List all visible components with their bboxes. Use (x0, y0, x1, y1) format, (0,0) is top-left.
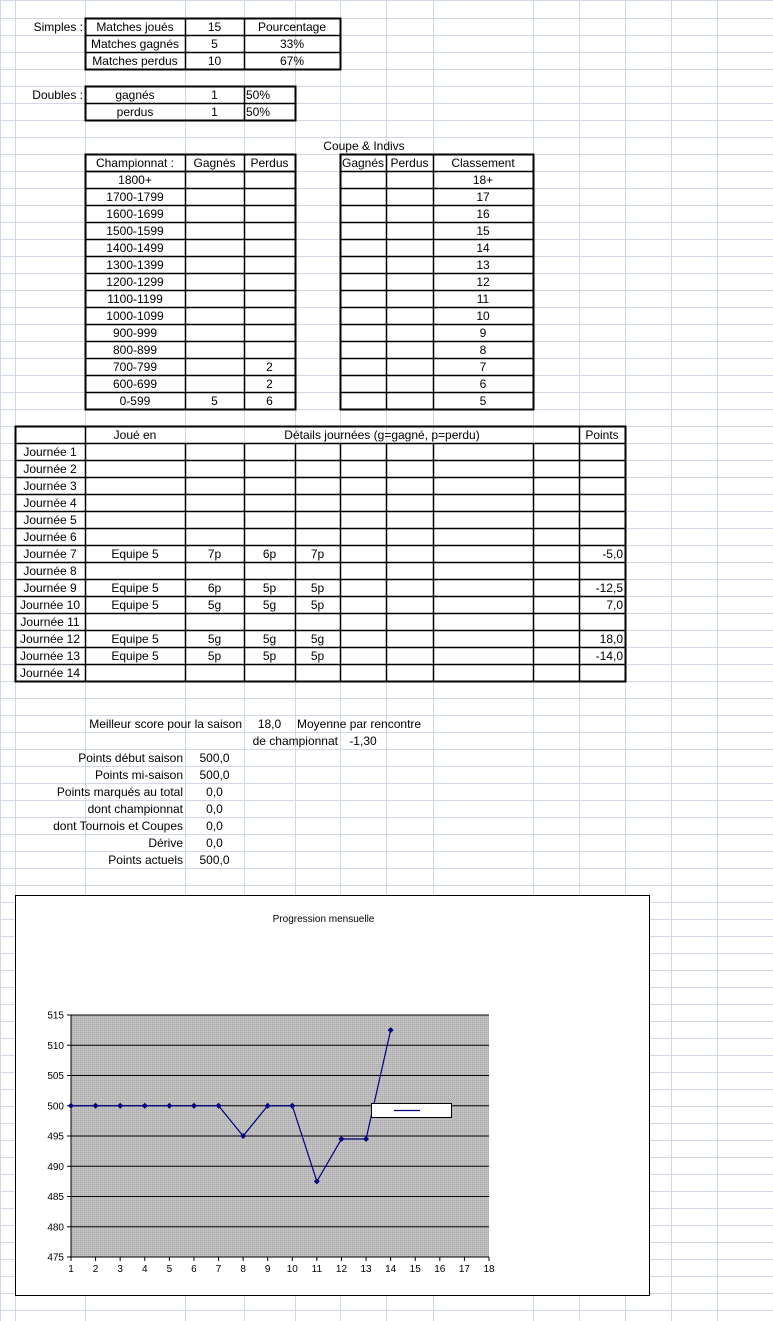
championnat-range[interactable]: 1500-1599 (106, 224, 164, 238)
doubles-row-count[interactable]: 1 (211, 105, 218, 119)
championnat-range[interactable]: 1700-1799 (106, 190, 164, 204)
coupe-title[interactable]: Coupe & Indivs (323, 139, 405, 153)
championnat-range[interactable]: 600-699 (112, 377, 158, 391)
journee-name[interactable]: Journée 7 (23, 547, 77, 561)
journee-team[interactable] (87, 614, 183, 631)
avg-value[interactable]: -1,30 (349, 734, 377, 748)
championnat-gagnes[interactable] (187, 291, 242, 308)
journee-detail[interactable]: 5p (310, 649, 325, 663)
journee-points[interactable]: 7,0 (606, 598, 623, 612)
championnat-range[interactable]: 1100-1199 (107, 292, 163, 306)
journee-name[interactable]: Journée 12 (19, 632, 81, 646)
journee-detail[interactable] (246, 563, 293, 580)
championnat-gagnes[interactable] (187, 240, 242, 257)
y-tick-label: 515 (47, 1010, 64, 1022)
doubles-row-label[interactable]: perdus (116, 105, 154, 119)
championnat-range[interactable]: 800-899 (112, 343, 158, 357)
journee-points[interactable] (581, 461, 623, 478)
doubles-row-percent[interactable]: 50% (246, 88, 271, 102)
championnat-gagnes[interactable] (187, 308, 242, 325)
championnat-gagnes-header[interactable]: Gagnés (193, 156, 236, 170)
journee-team[interactable]: Equipe 5 (111, 598, 159, 612)
journee-points[interactable]: -5,0 (602, 547, 623, 561)
championnat-range[interactable]: 1400-1499 (106, 241, 164, 255)
championnat-range[interactable]: 1600-1699 (106, 207, 164, 221)
coupe-perdus-header[interactable]: Perdus (390, 156, 429, 170)
journee-detail[interactable]: 7p (310, 547, 325, 561)
x-tick-label: 3 (117, 1264, 123, 1275)
x-tick-label: 5 (166, 1264, 173, 1275)
classement-value[interactable]: 9 (479, 326, 487, 340)
journee-detail[interactable] (297, 563, 338, 580)
championnat-gagnes[interactable] (187, 325, 242, 342)
simples-row-count[interactable]: 10 (207, 54, 222, 68)
journee-name[interactable]: Journée 9 (23, 581, 77, 595)
journee-points[interactable]: -12,5 (595, 581, 623, 595)
points-header[interactable]: Points (585, 428, 619, 442)
simples-row-label[interactable]: Matches joués (96, 20, 174, 34)
journee-detail[interactable] (187, 444, 242, 461)
championnat-perdus[interactable] (246, 325, 293, 342)
y-tick-label: 500 (47, 1101, 64, 1113)
journee-name[interactable]: Journée 1 (23, 445, 77, 459)
championnat-gagnes[interactable] (187, 359, 242, 376)
journee-points[interactable] (581, 563, 623, 580)
championnat-perdus[interactable] (246, 172, 293, 189)
joue-en-header[interactable]: Joué en (113, 428, 157, 442)
journee-detail[interactable] (297, 444, 338, 461)
journee-team[interactable] (87, 529, 183, 546)
y-tick-label: 505 (47, 1071, 64, 1082)
simples-row-count[interactable]: 15 (207, 20, 222, 34)
chart-area[interactable] (15, 895, 650, 1296)
classement-value[interactable]: 14 (476, 241, 490, 255)
doubles-label[interactable]: Doubles : (32, 88, 83, 102)
championnat-perdus[interactable] (246, 274, 293, 291)
journee-points[interactable]: -14,0 (595, 649, 623, 663)
journee-points[interactable] (581, 529, 623, 546)
journee-detail[interactable] (246, 444, 293, 461)
simples-row-percent[interactable]: Pourcentage (257, 20, 327, 34)
journee-name[interactable]: Journée 4 (23, 496, 77, 510)
championnat-gagnes[interactable] (187, 274, 242, 291)
y-tick-label: 495 (47, 1131, 64, 1143)
y-tick-label: 480 (47, 1222, 64, 1234)
championnat-gagnes[interactable]: 5 (211, 394, 218, 408)
simples-row-label[interactable]: Matches perdus (92, 54, 178, 68)
avg-label-2[interactable]: de championnat (252, 734, 338, 748)
journee-name[interactable]: Journée 10 (19, 598, 81, 612)
championnat-perdus[interactable] (246, 223, 293, 240)
journee-detail[interactable] (246, 512, 293, 529)
classement-value[interactable]: 15 (476, 224, 490, 238)
x-tick-label: 16 (434, 1264, 446, 1275)
championnat-gagnes[interactable] (187, 257, 242, 274)
journee-detail[interactable]: 5g (207, 598, 222, 612)
journee-team[interactable] (87, 563, 183, 580)
classement-value[interactable]: 18+ (472, 173, 494, 187)
journee-detail[interactable]: 5p (262, 581, 277, 595)
journee-points[interactable] (581, 478, 623, 495)
journee-detail[interactable] (297, 461, 338, 478)
journee-name[interactable]: Journée 3 (23, 479, 77, 493)
summary-label[interactable]: dont Tournois et Coupes (53, 819, 183, 833)
classement-value[interactable]: 7 (479, 360, 487, 374)
journee-team[interactable] (87, 444, 183, 461)
journee-detail[interactable] (187, 495, 242, 512)
journee-detail[interactable]: 7p (207, 547, 222, 561)
summary-label[interactable]: Points début saison (78, 751, 183, 765)
championnat-perdus[interactable] (246, 257, 293, 274)
championnat-range[interactable]: 900-999 (112, 326, 158, 340)
journee-detail[interactable]: 6p (207, 581, 222, 595)
journee-detail[interactable] (187, 614, 242, 631)
championnat-gagnes[interactable] (187, 223, 242, 240)
journee-team[interactable]: Equipe 5 (111, 632, 159, 646)
doubles-row-count[interactable]: 1 (211, 88, 218, 102)
x-tick-label: 15 (409, 1264, 421, 1275)
championnat-perdus[interactable] (246, 308, 293, 325)
journee-points[interactable] (581, 444, 623, 461)
journee-name[interactable]: Journée 14 (19, 666, 81, 680)
championnat-perdus[interactable]: 2 (266, 377, 273, 391)
championnat-perdus[interactable] (246, 240, 293, 257)
journee-detail[interactable]: 5p (310, 598, 325, 612)
championnat-perdus[interactable] (246, 206, 293, 223)
x-tick-label: 17 (458, 1264, 470, 1275)
summary-label[interactable]: Dérive (148, 836, 183, 850)
journee-name[interactable]: Journée 6 (23, 530, 77, 544)
summary-value[interactable]: 500,0 (199, 751, 230, 765)
journee-team[interactable] (87, 478, 183, 495)
journee-detail[interactable]: 5g (310, 632, 325, 646)
championnat-gagnes[interactable] (187, 172, 242, 189)
journee-points[interactable] (581, 495, 623, 512)
journee-name[interactable]: Journée 8 (23, 564, 77, 578)
simples-row-count[interactable]: 5 (211, 37, 218, 51)
summary-value[interactable]: 0,0 (206, 785, 223, 799)
summary-value[interactable]: 500,0 (199, 768, 230, 782)
journee-detail[interactable] (297, 529, 338, 546)
championnat-perdus-header[interactable]: Perdus (250, 156, 289, 170)
summary-label[interactable]: dont championnat (87, 802, 183, 816)
journee-detail[interactable] (297, 478, 338, 495)
doubles-row-percent[interactable]: 50% (246, 105, 271, 119)
y-tick-label: 485 (47, 1192, 64, 1203)
journee-detail[interactable] (297, 512, 338, 529)
simples-row-label[interactable]: Matches gagnés (90, 37, 180, 51)
journee-team[interactable] (87, 665, 183, 682)
championnat-range[interactable]: 700-799 (112, 360, 158, 374)
best-score-label[interactable]: Meilleur score pour la saison (89, 717, 242, 731)
classement-value[interactable]: 5 (479, 394, 487, 408)
journee-detail[interactable]: 5p (262, 649, 277, 663)
championnat-label[interactable]: Championnat : (95, 156, 175, 170)
journee-detail[interactable] (187, 563, 242, 580)
journee-detail[interactable]: 5p (207, 649, 222, 663)
y-tick-label: 510 (47, 1040, 64, 1052)
summary-label[interactable]: Points mi-saison (94, 768, 183, 782)
journee-points[interactable] (581, 614, 623, 631)
championnat-perdus[interactable]: 2 (266, 360, 273, 374)
coupe-gagnes-header[interactable]: Gagnés (342, 156, 385, 170)
classement-value[interactable]: 11 (476, 292, 490, 306)
x-tick-label: 12 (335, 1264, 348, 1275)
journee-detail[interactable] (246, 495, 293, 512)
x-tick-label: 2 (92, 1264, 99, 1275)
x-tick-label: 1 (68, 1264, 74, 1275)
x-tick-label: 6 (191, 1264, 197, 1275)
classement-value[interactable]: 17 (476, 190, 490, 204)
x-tick-label: 18 (483, 1264, 495, 1275)
championnat-gagnes[interactable] (187, 189, 242, 206)
journee-detail[interactable] (297, 495, 338, 512)
classement-value[interactable]: 10 (476, 309, 490, 323)
journee-detail[interactable] (246, 529, 293, 546)
championnat-range[interactable]: 1200-1299 (106, 275, 164, 289)
journee-points[interactable] (581, 512, 623, 529)
journee-detail[interactable] (187, 478, 242, 495)
championnat-perdus[interactable] (246, 291, 293, 308)
classement-value[interactable]: 13 (476, 258, 490, 272)
classement-value[interactable]: 16 (476, 207, 490, 221)
y-tick-label: 475 (47, 1252, 64, 1264)
doubles-row-label[interactable]: gagnés (115, 88, 155, 102)
classement-value[interactable]: 8 (479, 343, 487, 357)
y-tick-label: 490 (47, 1161, 64, 1173)
championnat-range[interactable]: 1800+ (118, 173, 152, 187)
chart-title: Progression mensuelle (272, 914, 375, 925)
journee-detail[interactable] (297, 614, 338, 631)
journee-points[interactable] (581, 665, 623, 682)
summary-label[interactable]: Points actuels (108, 853, 183, 867)
summary-value[interactable]: 500,0 (199, 853, 230, 867)
x-tick-label: 13 (360, 1264, 372, 1275)
journee-detail[interactable]: 5p (310, 581, 325, 595)
summary-value[interactable]: 0,0 (206, 836, 223, 850)
championnat-gagnes[interactable] (187, 376, 242, 393)
summary-value[interactable]: 0,0 (206, 819, 223, 833)
journee-name[interactable]: Journée 13 (19, 649, 81, 663)
x-tick-label: 11 (311, 1264, 323, 1275)
simples-label[interactable]: Simples : (33, 20, 83, 34)
simples-row-percent[interactable]: 33% (279, 37, 305, 51)
journee-detail[interactable] (246, 478, 293, 495)
classement-value[interactable]: 12 (476, 275, 490, 289)
x-tick-label: 14 (385, 1264, 397, 1275)
championnat-perdus[interactable] (246, 342, 293, 359)
journee-detail[interactable] (246, 665, 293, 682)
journee-detail[interactable]: 5g (262, 632, 277, 646)
journee-name[interactable]: Journée 5 (23, 513, 77, 527)
journee-name[interactable]: Journée 2 (23, 462, 77, 476)
classement-value[interactable]: 6 (479, 377, 487, 391)
journee-detail[interactable]: 5g (262, 598, 277, 612)
summary-value[interactable]: 0,0 (206, 802, 223, 816)
journee-team[interactable]: Equipe 5 (111, 547, 159, 561)
summary-label[interactable]: Points marqués au total (56, 785, 183, 799)
championnat-perdus[interactable]: 6 (266, 394, 273, 408)
championnat-range[interactable]: 1000-1099 (106, 309, 164, 323)
journee-detail[interactable] (187, 461, 242, 478)
x-tick-label: 10 (286, 1264, 298, 1275)
journee-detail[interactable] (297, 665, 338, 682)
journee-team[interactable] (87, 495, 183, 512)
journee-name[interactable]: Journée 11 (20, 615, 80, 629)
x-tick-label: 9 (264, 1264, 271, 1275)
journee-detail[interactable] (246, 614, 293, 631)
best-score-value[interactable]: 18,0 (257, 717, 282, 731)
details-header[interactable]: Détails journées (g=gagné, p=perdu) (284, 428, 480, 442)
x-tick-label: 4 (141, 1264, 148, 1275)
championnat-perdus[interactable] (246, 189, 293, 206)
journee-team[interactable] (87, 512, 183, 529)
simples-row-percent[interactable]: 67% (279, 54, 305, 68)
championnat-range[interactable]: 0-599 (119, 394, 151, 408)
journee-detail[interactable]: 5g (207, 632, 222, 646)
journee-detail[interactable]: 6p (262, 547, 277, 561)
avg-label[interactable]: Moyenne par rencontre (297, 717, 422, 731)
line-chart (16, 896, 649, 1295)
classement-header[interactable]: Classement (451, 156, 515, 170)
championnat-gagnes[interactable] (187, 206, 242, 223)
journee-detail[interactable] (187, 512, 242, 529)
championnat-gagnes[interactable] (187, 342, 242, 359)
journee-team[interactable]: Equipe 5 (111, 649, 159, 663)
journee-team[interactable] (87, 461, 183, 478)
championnat-range[interactable]: 1300-1399 (106, 258, 164, 272)
journee-team[interactable]: Equipe 5 (111, 581, 159, 595)
x-tick-label: 7 (215, 1264, 222, 1275)
journee-points[interactable]: 18,0 (599, 632, 623, 646)
x-tick-label: 8 (240, 1264, 246, 1275)
journee-detail[interactable] (187, 665, 242, 682)
journee-detail[interactable] (187, 529, 242, 546)
journee-detail[interactable] (246, 461, 293, 478)
